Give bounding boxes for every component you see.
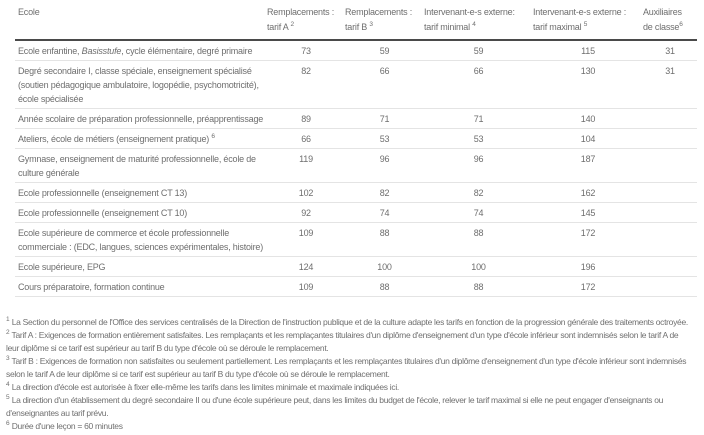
footnote-ref-icon: 3 xyxy=(369,21,374,28)
footnote-marker: 2 xyxy=(6,329,10,337)
tarif-a-cell: 119 xyxy=(267,149,345,183)
school-name-cell: Cours préparatoire, formation continue xyxy=(15,277,267,297)
auxiliaires-cell: 31 xyxy=(643,61,697,109)
tarif-maximal-cell: 115 xyxy=(533,40,643,61)
footnote-text: Durée d'une leçon = 60 minutes xyxy=(11,421,123,431)
tarif-minimal-cell: 88 xyxy=(424,223,533,257)
table-row xyxy=(15,149,697,183)
tarif-maximal-cell: 172 xyxy=(533,223,643,257)
tarif-maximal-cell: 145 xyxy=(533,203,643,223)
footnote xyxy=(6,381,690,394)
column-label-line1: Remplacements : xyxy=(267,7,335,17)
tarif-a-cell: 66 xyxy=(267,129,345,149)
column-header-intervenant-tarif-minimal xyxy=(424,0,533,40)
footnote-ref-icon: 6 xyxy=(679,21,683,28)
footnote-ref-icon: 4 xyxy=(472,21,476,28)
footnote-ref-icon: 2 xyxy=(290,21,295,28)
school-name-cell: Gymnase, enseignement de maturité professionnelle, école de culture générale xyxy=(15,149,267,183)
header-row xyxy=(15,0,697,40)
tarif-a-cell: 109 xyxy=(267,223,345,257)
auxiliaires-cell xyxy=(643,277,697,297)
auxiliaires-cell xyxy=(643,183,697,203)
school-name: , cycle élémentaire, degré primaire xyxy=(121,46,253,56)
tarif-b-cell: 74 xyxy=(345,203,424,223)
table-row xyxy=(15,223,697,257)
column-label: Ecole xyxy=(18,7,40,17)
tarif-maximal-cell: 172 xyxy=(533,277,643,297)
footnote-text: Tarif A : Exigences de formation entièrement satisfaites. Les remplaçants et les remplaçantes titulaires d'un diplôme d'enseignement d'un type d'école inférieur sont indemnisés selon le tarif A de leur diplôme si ce tarif est supérieur au tarif B du type d'école où se déroule le remplacement. xyxy=(6,330,679,353)
column-header-intervenant-tarif-maximal xyxy=(533,0,643,40)
school-name-cell: Ecole supérieure de commerce et école professionnelle commerciale : (EDC, langues, sciences expérimentales, histoire) xyxy=(15,223,267,257)
tarif-b-cell: 71 xyxy=(345,109,424,129)
auxiliaires-cell: 31 xyxy=(643,40,697,61)
footnote xyxy=(6,355,690,381)
column-label-line1: Intervenant-e-s externe: xyxy=(424,7,515,17)
tarif-maximal-cell: 162 xyxy=(533,183,643,203)
auxiliaires-cell xyxy=(643,149,697,183)
footnote xyxy=(6,394,690,420)
tarif-a-cell: 102 xyxy=(267,183,345,203)
tarif-a-cell: 124 xyxy=(267,257,345,277)
footnote-marker: 5 xyxy=(6,394,10,402)
column-label-line1: Intervenant-e-s externe : xyxy=(533,7,627,17)
tarif-a-cell: 109 xyxy=(267,277,345,297)
tarif-minimal-cell: 74 xyxy=(424,203,533,223)
tarif-maximal-cell: 130 xyxy=(533,61,643,109)
footnote-marker: 4 xyxy=(6,381,10,389)
footnote-ref-icon: 5 xyxy=(583,21,588,28)
school-name-cell: Degré secondaire I, classe spéciale, enseignement spécialisé (soutien pédagogique ambulatoire, logopédie, psychomotricité), école spécialisée xyxy=(15,61,267,109)
footnote-ref-icon: 6 xyxy=(211,133,216,140)
column-header-remplacements-tarif-b xyxy=(345,0,424,40)
school-name: Ecole enfantine, xyxy=(18,46,82,56)
column-label-line2: de classe xyxy=(643,22,680,32)
tarif-b-cell: 66 xyxy=(345,61,424,109)
tarif-b-cell: 53 xyxy=(345,129,424,149)
auxiliaires-cell xyxy=(643,203,697,223)
school-name-italic: Basisstufe xyxy=(81,46,122,56)
auxiliaires-cell xyxy=(643,257,697,277)
table-row xyxy=(15,61,697,109)
auxiliaires-cell xyxy=(643,223,697,257)
footnote-text: La direction d'un établissement du degré secondaire II ou d'une école supérieure peut, dans les limites du budget de l'école, relever le tarif maximal si elle ne peut engager d'enseignants ou d'enseignantes au tarif prévu. xyxy=(6,395,664,418)
table-row xyxy=(15,203,697,223)
table-row xyxy=(15,109,697,129)
tarif-minimal-cell: 96 xyxy=(424,149,533,183)
school-name-cell xyxy=(15,40,267,61)
footnote-text: Tarif B : Exigences de formation non satisfaites ou seulement partiellement. Les remplaçants et les remplaçantes titulaires d'un diplôme d'enseignement d'un type d'école inférieur sont indemnisés selon le tarif A de leur diplôme si ce tarif est supérieur au tarif B du type d'école où se déroule le remplacement. xyxy=(6,356,687,379)
auxiliaires-cell xyxy=(643,129,697,149)
tarif-minimal-cell: 59 xyxy=(424,40,533,61)
tarif-a-cell: 92 xyxy=(267,203,345,223)
footnote-text: La Section du personnel de l'Office des services centralisés de la Direction de l'instruction publique et de la culture adapte les tarifs en fonction de la progression générale des traitements octroyée. xyxy=(11,317,688,327)
column-label-line2: tarif A xyxy=(267,22,289,32)
table-row xyxy=(15,183,697,203)
column-label-line2: tarif B xyxy=(345,22,368,32)
footnote xyxy=(6,316,690,329)
school-name-cell: Ecole supérieure, EPG xyxy=(15,257,267,277)
footnote-marker: 1 xyxy=(6,316,10,324)
footnote-marker: 6 xyxy=(6,420,10,428)
tarif-b-cell: 100 xyxy=(345,257,424,277)
tarif-minimal-cell: 66 xyxy=(424,61,533,109)
column-label-line1: Auxiliaires xyxy=(643,7,682,17)
tarif-a-cell: 89 xyxy=(267,109,345,129)
footnote-text: La direction d'école est autorisée à fixer elle-même les tarifs dans les limites minimale et maximale indiquées ici. xyxy=(11,382,399,392)
tarif-minimal-cell: 53 xyxy=(424,129,533,149)
table-row xyxy=(15,40,697,61)
tarif-maximal-cell: 187 xyxy=(533,149,643,183)
tarif-a-cell: 73 xyxy=(267,40,345,61)
tarif-minimal-cell: 88 xyxy=(424,277,533,297)
footnote-marker: 3 xyxy=(6,355,10,363)
table-row xyxy=(15,257,697,277)
school-name-cell xyxy=(15,129,267,149)
auxiliaires-cell xyxy=(643,109,697,129)
footnote xyxy=(6,329,690,355)
school-name-cell: Ecole professionnelle (enseignement CT 10) xyxy=(15,203,267,223)
column-header-ecole xyxy=(15,0,267,40)
column-label-line1: Remplacements : xyxy=(345,7,413,17)
school-name-cell: Année scolaire de préparation professionnelle, préapprentissage xyxy=(15,109,267,129)
column-header-remplacements-tarif-a xyxy=(267,0,345,40)
tarif-b-cell: 88 xyxy=(345,277,424,297)
tarif-maximal-cell: 104 xyxy=(533,129,643,149)
column-label-line2: tarif maximal xyxy=(533,22,582,32)
tarif-b-cell: 82 xyxy=(345,183,424,203)
table-row xyxy=(15,129,697,149)
tarif-maximal-cell: 140 xyxy=(533,109,643,129)
tarif-b-cell: 88 xyxy=(345,223,424,257)
tarif-minimal-cell: 71 xyxy=(424,109,533,129)
tarif-b-cell: 96 xyxy=(345,149,424,183)
footnotes xyxy=(6,316,690,433)
column-label-line2: tarif minimal xyxy=(424,22,470,32)
tariff-table xyxy=(15,0,697,297)
column-header-auxiliaires xyxy=(643,0,697,40)
tarif-minimal-cell: 82 xyxy=(424,183,533,203)
tarif-maximal-cell: 196 xyxy=(533,257,643,277)
school-name-cell: Ecole professionnelle (enseignement CT 13) xyxy=(15,183,267,203)
tarif-minimal-cell: 100 xyxy=(424,257,533,277)
tarif-a-cell: 82 xyxy=(267,61,345,109)
tarif-b-cell: 59 xyxy=(345,40,424,61)
school-name: Ateliers, école de métiers (enseignement pratique) xyxy=(18,134,210,144)
footnote xyxy=(6,420,690,433)
table-row xyxy=(15,277,697,297)
